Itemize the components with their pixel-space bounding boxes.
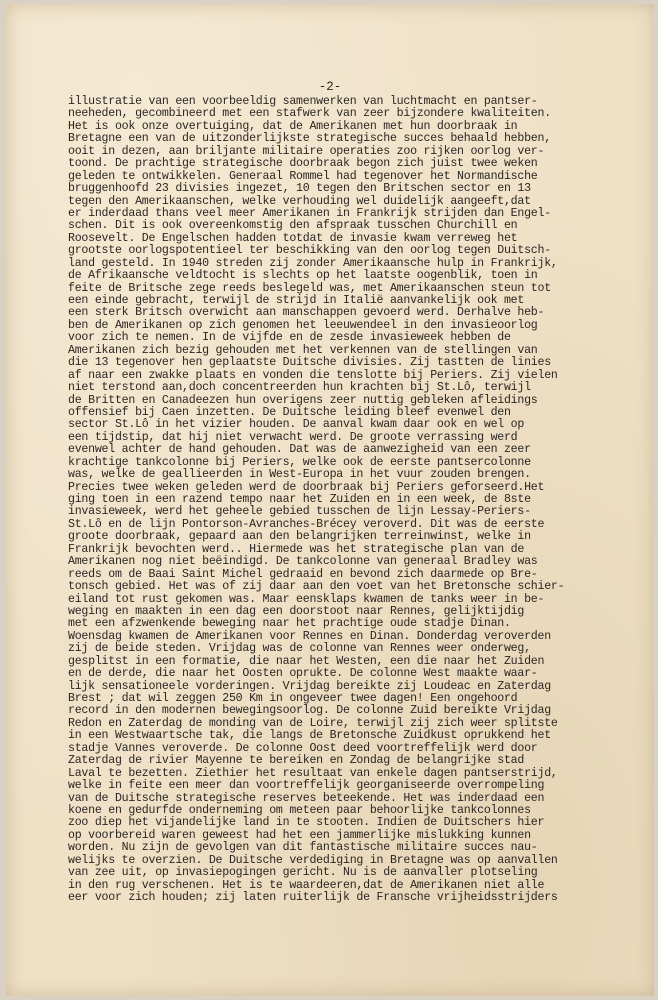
text-line: eiland tot rust gekomen was. Maar eensklaps kwamen de tanks weer in be- (68, 592, 545, 606)
text-line: in een Westwaartsche tak, die langs de Bretonsche Zuidkust oprukkend het (68, 729, 551, 743)
text-line: reeds om de Baai Saint Michel gedraaid en bevond zich daarmede op Bre- (68, 567, 538, 581)
text-line: feite de Britsche zege reeds beslegeld was, met Amerikaanschen steun tot (68, 281, 551, 295)
text-line: de Afrikaansche veldtocht is slechts op het laatste oogenblik, toen in (68, 269, 538, 283)
text-line: eer voor zich houden; zij laten ruiterlijk de Fransche vrijheidsstrijders (68, 891, 558, 904)
text-line: St.Lô en de lijn Pontorson-Avranches-Brécey veroverd. Dit was de eerste (68, 517, 545, 531)
text-line: op voorbereid waren geweest had het een jammerlijke mislukking kunnen (68, 828, 531, 842)
text-line: Woensdag kwamen de Amerikanen voor Rennes en Dinan. Donderdag veroverden (68, 629, 551, 643)
text-line: een einde gebracht, terwijl de strijd in Italië aanvankelijk ook met (68, 294, 525, 307)
text-line: zoo diep het vijandelijke land in te stooten. Indien de Duitschers hier (68, 816, 545, 830)
text-line: tonsch gebied. Het was of zij daar aan den voet van het Bretonsche schier- (68, 580, 565, 594)
text-line: stadje Vannes veroverde. De colonne Oost deed voortreffelijk werd door (68, 741, 538, 755)
text-line: Roosevelt. De Engelschen hadden totdat de invasie kwam verreweg het (68, 231, 518, 245)
text-line: met een afzwenkende beweging naar het prachtige oude stadje Dinan. (68, 617, 511, 631)
text-line: ging toen in een razend tempo naar het Zuiden en in een week, de 8ste (68, 493, 531, 506)
text-line: de Britten en Canadeezen hun overigens zeer nuttig gebleken afleidings (68, 393, 538, 407)
text-line: grootste oorlogspotentieel ter beschikking van den oorlog tegen Duitsch- (68, 244, 551, 258)
text-line: een sterk Britsch overwicht aan manschappen gevoerd werd. Derhalve heb- (68, 306, 545, 320)
text-line: in den rug verschenen. Het is te waardeeren,dat de Amerikanen niet alle (68, 878, 545, 892)
text-line: Precies twee weken geleden werd de doorbraak bij Periers geforseerd.Het (68, 480, 545, 494)
text-line: sector St.Lô in het vizier houden. De aanval kwam daar ook en wel op (68, 418, 525, 432)
text-line: schen. Dit is ook overeenkomstig den afspraak tusschen Churchill en (68, 219, 518, 233)
text-line: tegen den Amerikaanschen, welke verhouding wel duidelijk aangeeft,dat (68, 194, 531, 208)
text-line: land gesteld. In 1940 streden zij zonder Amerikaansche hulp in Frankrijk, (68, 256, 558, 270)
text-line: Brest ; dat wil zeggen 250 Km in ongeveer twee dagen! Een ongehoord (68, 692, 518, 705)
text-line: lijk sensationeele vorderingen. Vrijdag bereikte zij Loudeac en Zaterdag (68, 679, 551, 693)
text-line: illustratie van een voorbeeldig samenwerken van luchtmacht en pantser- (68, 95, 538, 108)
text-line: zij de beide steden. Vrijdag was de colonne van Rennes weer onderweg, (68, 642, 531, 656)
text-line: Laval te bezetten. Ziethier het resultaat van enkele dagen pantserstrijd, (68, 766, 558, 780)
text-line: Zaterdag de rivier Mayenne te bereiken en Zondag de belangrijke stad (68, 754, 525, 768)
text-line: offensief bij Caen inzetten. De Duitsche leiding bleef evenwel den (68, 405, 511, 419)
text-line: Het is ook onze overtuiging, dat de Amerikanen met hun doorbraak in (68, 119, 518, 133)
text-line: ben de Amerikanen op zich genomen het leeuwendeel in den invasieoorlog (68, 318, 538, 332)
text-line: ooit in dezen, aan briljante militaire operaties zoo rijken oorlog ver- (68, 144, 545, 158)
text-line: een tijdstip, dat hij niet verwacht werd. De groote verrassing werd (68, 430, 518, 444)
text-line: Bretagne een van de uitzonderlijkste strategische succes behaald hebben, (68, 132, 551, 146)
text-line: die 13 tegenover hen geplaatste Duitsche divisies. Zij tastten de linies (68, 356, 551, 370)
text-line: groote doorbraak, gepaard aan den belangrijken terreinwinst, welke in (68, 530, 531, 544)
text-line: Redon en Zaterdag de monding van de Loire, terwijl zij zich weer splitste (68, 716, 558, 730)
text-line: toond. De prachtige strategische doorbraak begon zich juist twee weken (68, 157, 538, 171)
text-line: en de derde, die naar het Oosten oprukte. De colonne West maakte waar- (68, 667, 538, 681)
body-text (68, 96, 654, 904)
typewritten-page (6, 4, 654, 996)
text-line: koene en gedurfde onderneming om meteen paar behoorlijke tankcolonnes (68, 803, 531, 817)
text-line: weging en maakten in een dag een doorstoot naar Rennes, gelijktijdig (68, 604, 525, 618)
text-line: geleden te ontwikkelen. Generaal Rommel had tegenover het Normandische (68, 169, 538, 183)
text-line: record in den modernen bewegingsoorlog. De colonne Zuid bereikte Vrijdag (68, 704, 551, 718)
text-line: Amerikanen zich bezig gehouden met het verkennen van de stellingen van (68, 343, 538, 357)
text-line: niet terstond aan,doch concentreerden hun krachten bij St.Lô, terwijl (68, 381, 531, 395)
text-line: gesplitst in een formatie, die naar het Westen, een die naar het Zuiden (68, 654, 545, 668)
text-line: neeheden, gecombineerd met een stafwerk van zeer bijzondere kwaliteiten. (68, 107, 551, 121)
text-line: Frankrijk bevochten werd.. Hiermede was het strategische plan van de (68, 542, 525, 556)
text-line: Amerikanen nog niet beëindigd. De tankcolonne van generaal Bradley was (68, 555, 538, 569)
text-line: van zee uit, op invasiepogingen gericht. Nu is de aanvaller plotseling (68, 866, 538, 880)
text-line: er inderdaad thans veel meer Amerikanen in Frankrijk strijden dan Engel- (68, 206, 551, 220)
page-number: -2- (318, 80, 342, 94)
text-line: van de Duitsche strategische reserves beteekende. Het was inderdaad een (68, 791, 545, 805)
text-line: evenwel achter de hand gehouden. Dat was de aanwezigheid van een zeer (68, 443, 531, 457)
text-line: voor zich te nemen. In de vijfde en de zesde invasieweek hebben de (68, 331, 511, 345)
text-line: welijks te overzien. De Duitsche verdediging in Bretagne was op aanvallen (68, 853, 558, 867)
text-line: worden. Nu zijn de gevolgen van dit fantastische militaire succes nau- (68, 841, 538, 855)
text-line: krachtige tankcolonne bij Periers, welke ook de eerste pantsercolonne (68, 455, 531, 469)
text-line: was, welke de geallieerden in West-Europa in het vuur zouden brengen. (68, 468, 531, 482)
text-line: bruggenhoofd 23 divisies ingezet, 10 tegen den Britschen sector en 13 (68, 182, 531, 196)
text-line: welke in feite een meer dan voortreffelijk georganiseerde overrompeling (68, 779, 545, 793)
text-line: af naar een zwakke plaats en vonden die tenslotte bij Periers. Zij vielen (68, 368, 558, 382)
text-line: invasieweek, werd het geheele gebied tusschen de lijn Lessay-Periers- (68, 505, 531, 519)
